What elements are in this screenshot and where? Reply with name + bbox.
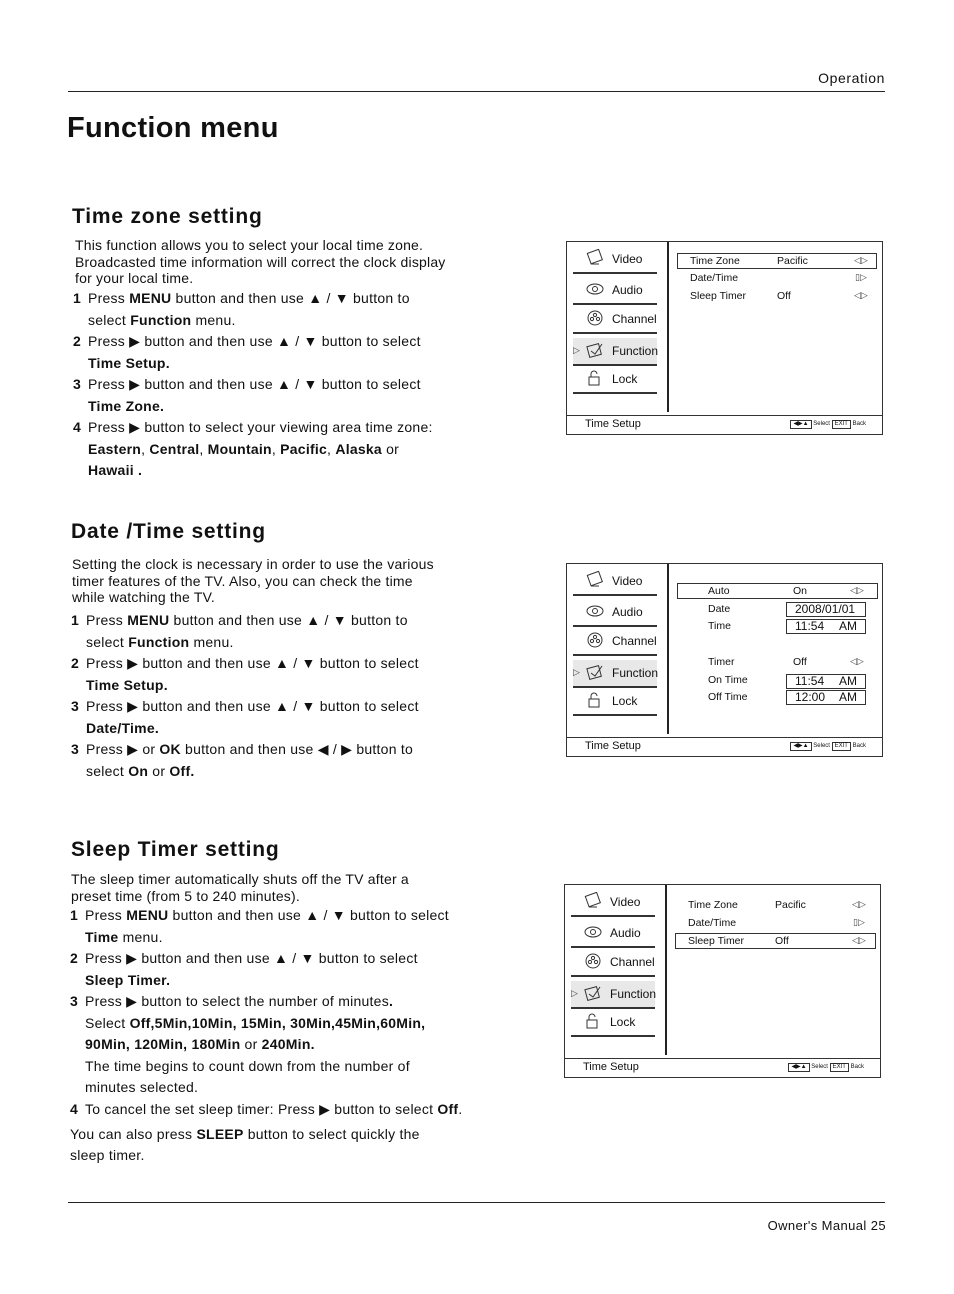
osd-menu-label: Function — [612, 344, 659, 358]
step-text: Press ▶ or OK button and then use ◀ / ▶ button to — [86, 741, 414, 757]
osd-menu-label: Channel — [612, 312, 657, 326]
step-text: select On or Off. — [86, 762, 195, 779]
section-intro-date-time: Setting the clock is necessary in order to use the various timer features of the TV. Also, you can check the time while watching the TV. — [72, 556, 434, 605]
step-item — [73, 288, 433, 331]
audio-icon — [585, 602, 605, 620]
pointer-arrow-icon: ▷ — [573, 667, 580, 677]
exit-key: EXIT — [830, 1063, 849, 1072]
osd-menu-item-video — [573, 246, 657, 274]
step-text: The time begins to count down from the number of — [85, 1057, 410, 1074]
osd-menu-item-video — [571, 889, 655, 917]
osd-menu-label: Video — [610, 895, 641, 909]
osd-row-value: Off — [775, 935, 789, 947]
step-number: 1 — [71, 612, 80, 628]
step-text: Press ▶ button and then use ▲ / ▼ button to select — [88, 333, 421, 349]
osd-row-label: Date/Time — [690, 272, 739, 284]
step-text: Press ▶ button and then use ▲ / ▼ button to select — [86, 655, 419, 671]
osd-legend — [788, 1063, 864, 1072]
step-number: 4 — [73, 419, 82, 435]
osd-bottom-title: Time Setup — [585, 740, 641, 752]
step-text: Hawaii . — [88, 462, 143, 478]
step-item — [71, 610, 419, 653]
step-text: Time Zone. — [88, 397, 165, 414]
osd-menu-item-lock — [573, 688, 657, 716]
step-number: 3 — [71, 698, 80, 714]
channel-icon — [585, 309, 605, 327]
enter-icon: ▯▷ — [855, 272, 867, 282]
osd-menu-item-function — [573, 660, 657, 688]
osd-bottom-title: Time Setup — [585, 418, 641, 430]
osd-menu-label: Audio — [612, 605, 643, 619]
channel-icon — [583, 952, 603, 970]
function-icon — [585, 341, 605, 359]
lock-icon — [585, 691, 605, 709]
osd-bottom-title: Time Setup — [583, 1061, 639, 1073]
osd-menu-label: Audio — [610, 926, 641, 940]
step-number: 1 — [70, 907, 79, 923]
left-right-arrow-icon: ◁▷ — [854, 255, 868, 265]
osd-menu-item-channel — [571, 949, 655, 977]
section-title-time-zone: Time zone setting — [72, 205, 263, 228]
step-text: Select Off,5Min,10Min, 15Min, 30Min,45Min,60Min, — [85, 1014, 426, 1031]
step-text: Sleep Timer. — [85, 971, 171, 988]
osd-menu-label: Lock — [612, 694, 638, 708]
step-number: 3 — [73, 376, 82, 392]
left-right-arrow-icon: ◁▷ — [852, 935, 866, 945]
note-line: You can also press SLEEP button to select quickly the — [70, 1126, 420, 1142]
osd-menu-item-channel — [573, 306, 657, 334]
sleep-note — [70, 1124, 420, 1166]
section-intro-sleep-timer: The sleep timer automatically shuts off the TV after a preset time (from 5 to 240 minutes). — [71, 871, 409, 904]
osd-screen-date-time — [566, 563, 883, 757]
osd-row-label: Sleep Timer — [690, 290, 747, 302]
osd-screen-time-zone — [566, 241, 883, 435]
nav-arrows-icon: ◀▶▲ — [788, 1063, 809, 1072]
enter-icon: ▯▷ — [853, 917, 865, 927]
osd-menu-item-audio — [571, 920, 655, 948]
header-section-label: Operation — [818, 70, 885, 86]
step-text: Press ▶ button and then use ▲ / ▼ button to select — [86, 698, 419, 714]
osd-on-time-label: On Time — [708, 674, 748, 686]
osd-row-value: Pacific — [777, 255, 808, 267]
step-text: Press ▶ button to select the number of minutes. — [85, 993, 394, 1009]
legend-back: Back — [852, 743, 866, 749]
osd-menu-label: Channel — [612, 634, 657, 648]
osd-screen-sleep-timer — [564, 884, 881, 1078]
osd-bottom-bar — [567, 415, 882, 434]
osd-date-label: Date — [708, 603, 731, 615]
step-number: 2 — [73, 333, 82, 349]
osd-menu-item-lock — [573, 366, 657, 394]
osd-timer-label: Timer — [708, 656, 735, 668]
steps-date-time — [71, 610, 419, 782]
step-text: To cancel the set sleep timer: Press ▶ button to select Off. — [85, 1100, 463, 1117]
osd-menu-label: Audio — [612, 283, 643, 297]
osd-legend — [790, 742, 866, 751]
osd-menu-label: Channel — [610, 955, 655, 969]
step-text: 90Min, 120Min, 180Min or 240Min. — [85, 1036, 315, 1052]
osd-off-time-field: 12:00 AM — [786, 690, 866, 705]
step-item — [73, 374, 433, 417]
video-icon — [583, 892, 603, 910]
step-item — [71, 696, 419, 739]
osd-bottom-bar — [567, 737, 882, 756]
steps-sleep-timer — [70, 905, 462, 1120]
step-text: Press MENU button and then use ▲ / ▼ button to — [86, 612, 408, 628]
step-text: select Function menu. — [86, 633, 234, 650]
function-icon — [585, 663, 605, 681]
osd-time-field: 11:54 AM — [786, 619, 866, 634]
osd-menu-label: Function — [612, 666, 659, 680]
step-item — [71, 739, 419, 782]
left-right-arrow-icon: ◁▷ — [854, 290, 868, 300]
step-text: Time Setup. — [88, 354, 170, 371]
osd-row-label: Time Zone — [690, 255, 740, 267]
osd-menu-item-audio — [573, 277, 657, 305]
step-item — [73, 417, 433, 482]
exit-key: EXIT — [832, 742, 851, 751]
section-intro-time-zone: This function allows you to select your local time zone. Broadcasted time information will correct the clock display for your local time. — [75, 237, 446, 286]
step-text: Press MENU button and then use ▲ / ▼ button to select — [85, 907, 449, 923]
step-text: Time menu. — [85, 928, 163, 945]
pointer-arrow-icon: ▷ — [573, 345, 580, 355]
osd-off-time-label: Off Time — [708, 691, 748, 703]
lock-icon — [583, 1012, 603, 1030]
legend-back: Back — [852, 421, 866, 427]
step-item — [73, 331, 433, 374]
step-text: Press MENU button and then use ▲ / ▼ button to — [88, 290, 410, 306]
osd-menu-label: Lock — [610, 1015, 636, 1029]
osd-side-menu — [567, 564, 669, 734]
step-text: Press ▶ button to select your viewing area time zone: — [88, 419, 433, 435]
osd-row-label: Date/Time — [688, 917, 737, 929]
step-number: 2 — [71, 655, 80, 671]
step-text: Press ▶ button and then use ▲ / ▼ button to select — [85, 950, 418, 966]
step-item — [70, 991, 462, 1099]
exit-key: EXIT — [832, 420, 851, 429]
section-title-sleep-timer: Sleep Timer setting — [71, 838, 280, 861]
osd-timer-value: Off — [793, 656, 807, 668]
step-text: Press ▶ button and then use ▲ / ▼ button to select — [88, 376, 421, 392]
osd-menu-item-audio — [573, 599, 657, 627]
osd-menu-label: Video — [612, 252, 643, 266]
footer-rule — [68, 1202, 885, 1203]
step-text: Eastern, Central, Mountain, Pacific, Alaska or — [88, 440, 400, 457]
osd-row-value: Off — [777, 290, 791, 302]
osd-row-label: Sleep Timer — [688, 935, 745, 947]
step-number: 1 — [73, 290, 82, 306]
osd-row-label: Time Zone — [688, 899, 738, 911]
step-text: minutes selected. — [85, 1079, 199, 1095]
step-item — [71, 653, 419, 696]
osd-auto-value: On — [793, 585, 808, 597]
function-icon — [583, 984, 603, 1002]
lock-icon — [585, 369, 605, 387]
legend-select: Select — [811, 1064, 828, 1070]
header-rule — [68, 91, 885, 92]
nav-arrows-icon: ◀▶▲ — [790, 420, 811, 429]
step-text: Date/Time. — [86, 719, 160, 736]
step-text: Time Setup. — [86, 676, 168, 693]
section-title-date-time: Date /Time setting — [71, 520, 266, 543]
video-icon — [585, 249, 605, 267]
osd-time-label: Time — [708, 620, 731, 632]
left-right-arrow-icon: ◁▷ — [850, 656, 864, 666]
osd-legend — [790, 420, 866, 429]
audio-icon — [583, 923, 603, 941]
step-number: 4 — [70, 1100, 79, 1117]
steps-time-zone — [73, 288, 433, 482]
osd-on-time-field: 11:54 AM — [786, 674, 866, 689]
osd-bottom-bar — [565, 1058, 880, 1077]
step-item — [70, 948, 462, 991]
note-line: sleep timer. — [70, 1147, 145, 1163]
osd-side-menu — [567, 242, 669, 412]
video-icon — [585, 571, 605, 589]
audio-icon — [585, 280, 605, 298]
step-item — [70, 1099, 462, 1121]
page-title: Function menu — [67, 112, 279, 144]
osd-menu-label: Lock — [612, 372, 638, 386]
step-number: 2 — [70, 950, 79, 966]
osd-menu-item-function — [571, 981, 655, 1009]
legend-back: Back — [850, 1064, 864, 1070]
step-item — [70, 905, 462, 948]
osd-row-value: Pacific — [775, 899, 806, 911]
pointer-arrow-icon: ▷ — [571, 988, 578, 998]
legend-select: Select — [813, 421, 830, 427]
osd-menu-item-function — [573, 338, 657, 366]
left-right-arrow-icon: ◁▷ — [850, 585, 864, 595]
osd-menu-label: Function — [610, 987, 657, 1001]
osd-menu-item-lock — [571, 1009, 655, 1037]
osd-menu-label: Video — [612, 574, 643, 588]
channel-icon — [585, 631, 605, 649]
left-right-arrow-icon: ◁▷ — [852, 899, 866, 909]
footer-page-label: Owner's Manual 25 — [767, 1218, 886, 1233]
osd-auto-label: Auto — [708, 585, 730, 597]
osd-side-menu — [565, 885, 667, 1055]
legend-select: Select — [813, 743, 830, 749]
step-number: 3 — [70, 993, 79, 1009]
step-number: 3 — [71, 741, 80, 757]
osd-menu-item-channel — [573, 628, 657, 656]
step-text: select Function menu. — [88, 311, 236, 328]
osd-menu-item-video — [573, 568, 657, 596]
osd-date-field: 2008/01/01 — [786, 602, 866, 617]
nav-arrows-icon: ◀▶▲ — [790, 742, 811, 751]
